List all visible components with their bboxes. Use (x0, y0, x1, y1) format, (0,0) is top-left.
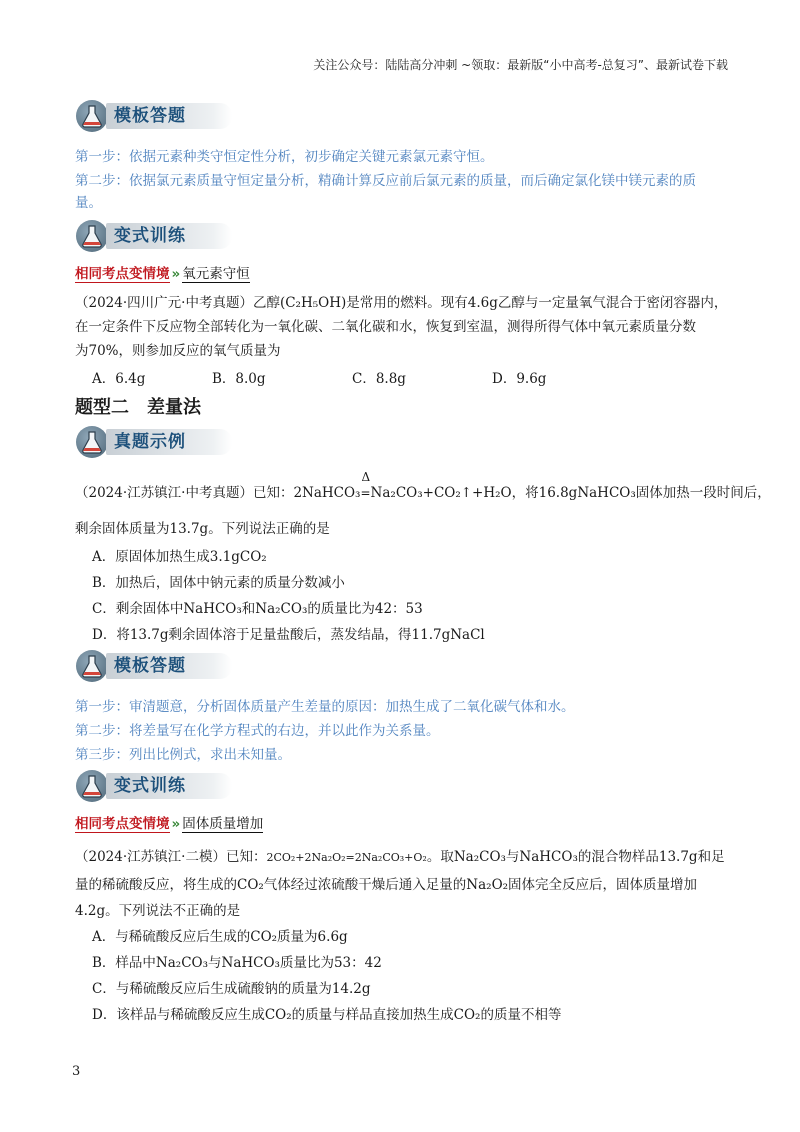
variant2-question-line1 (75, 845, 725, 865)
variant2-option-b: B．样品中Na₂CO₃与NaHCO₃质量比为53：42 (92, 955, 382, 971)
template2-step2: 第二步：将差量写在化学方程式的右边，并以此作为关系量。 (75, 723, 440, 739)
badge-label: 模板答题 (106, 653, 232, 679)
section-title: 题型二 差量法 (75, 397, 201, 418)
template2-step3: 第三步：列出比例式，求出未知量。 (75, 747, 291, 763)
variant2-question-line3: 4.2g。下列说法不正确的是 (75, 903, 241, 919)
tag-red-text: 相同考点变情境 (75, 816, 170, 832)
page-header: 关注公众号：陆陆高分冲刺 ~领取：最新版“小中高考-总复习”、最新试卷下载 (313, 58, 728, 72)
badge-label: 模板答题 (106, 103, 232, 129)
variant1-option-a: A．6.4g (92, 371, 146, 387)
template1-step2b: 量。 (75, 195, 102, 211)
variant2-q-part-a: （2024·江苏镇江·二模）已知： (75, 849, 267, 865)
template-answer-badge (76, 100, 226, 132)
badge-label: 变式训练 (106, 223, 232, 249)
delta-symbol: Δ (361, 470, 371, 484)
flask-icon (76, 770, 108, 802)
variant2-option-a: A．与稀硫酸反应后生成的CO₂质量为6.6g (92, 929, 348, 945)
flask-icon (76, 220, 108, 252)
variant1-option-d: D．9.6g (492, 371, 547, 387)
double-arrow-icon: » (171, 816, 181, 832)
variant2-tag (75, 812, 263, 832)
variant-training-badge (76, 220, 226, 252)
flask-icon (76, 650, 108, 682)
template1-step1: 第一步：依据元素种类守恒定性分析，初步确定关键元素氯元素守恒。 (75, 149, 494, 165)
real2-q-part-b: Na₂CO₃+CO₂↑+H₂O，将16.8gNaHCO₃固体加热一段时间后， (370, 485, 771, 501)
real2-question-line1 (75, 470, 771, 501)
variant2-option-d: D．该样品与稀硫酸反应生成CO₂的质量与样品直接加热生成CO₂的质量不相等 (92, 1007, 562, 1023)
flask-icon (76, 100, 108, 132)
template1-step2a: 第二步：依据氯元素质量守恒定量分析，精确计算反应前后氯元素的质量，而后确定氯化镁中镁元素的质 (75, 173, 696, 189)
variant1-tag (75, 262, 250, 282)
real2-question-line2: 剩余固体质量为13.7g。下列说法正确的是 (75, 521, 330, 537)
template-answer-badge (76, 650, 226, 682)
real2-option-c: C．剩余固体中NaHCO₃和Na₂CO₃的质量比为42：53 (92, 601, 423, 617)
page-number: 3 (72, 1064, 81, 1079)
tag-topic: 氧元素守恒 (182, 266, 250, 282)
variant1-question-line3: 为70%，则参加反应的氧气质量为 (75, 343, 281, 359)
variant-training-badge (76, 770, 226, 802)
double-arrow-icon: » (171, 266, 181, 282)
variant2-question-line2: 量的稀硫酸反应，将生成的CO₂气体经过浓硫酸干燥后通入足量的Na₂O₂固体完全反应后，固体质量增加 (75, 877, 698, 893)
variant1-question-line1: （2024·四川广元·中考真题）乙醇(C₂H₅OH)是常用的燃料。现有4.6g乙醇与一定量氧气混合于密闭容器内， (75, 295, 728, 311)
variant2-q-part-b: 。取Na₂CO₃与NaHCO₃的混合物样品13.7g和足 (426, 849, 725, 865)
real-example-badge (76, 426, 226, 458)
variant1-question-line2: 在一定条件下反应物全部转化为一氧化碳、二氧化碳和水，恢复到室温，测得所得气体中氧元素质量分数 (75, 319, 696, 335)
badge-label: 真题示例 (106, 429, 232, 455)
heat-equals-sign: Δ = (360, 470, 371, 500)
real2-option-a: A．原固体加热生成3.1gCO₂ (92, 549, 267, 565)
variant1-option-b: B．8.0g (212, 371, 266, 387)
badge-label: 变式训练 (106, 773, 232, 799)
variant1-option-c: C．8.8g (352, 371, 406, 387)
tag-red-text: 相同考点变情境 (75, 266, 170, 282)
variant2-option-c: C．与稀硫酸反应后生成硫酸钠的质量为14.2g (92, 981, 371, 997)
variant2-equation: 2CO₂+2Na₂O₂=2Na₂CO₃+O₂ (266, 851, 427, 864)
real2-q-part-a: （2024·江苏镇江·中考真题）已知：2NaHCO₃ (75, 485, 361, 501)
flask-icon (76, 426, 108, 458)
tag-topic: 固体质量增加 (182, 816, 264, 832)
real2-option-d: D．将13.7g剩余固体溶于足量盐酸后，蒸发结晶，得11.7gNaCl (92, 627, 485, 643)
real2-option-b: B．加热后，固体中钠元素的质量分数减小 (92, 575, 345, 591)
template2-step1: 第一步：审清题意，分析固体质量产生差量的原因：加热生成了二氧化碳气体和水。 (75, 699, 575, 715)
